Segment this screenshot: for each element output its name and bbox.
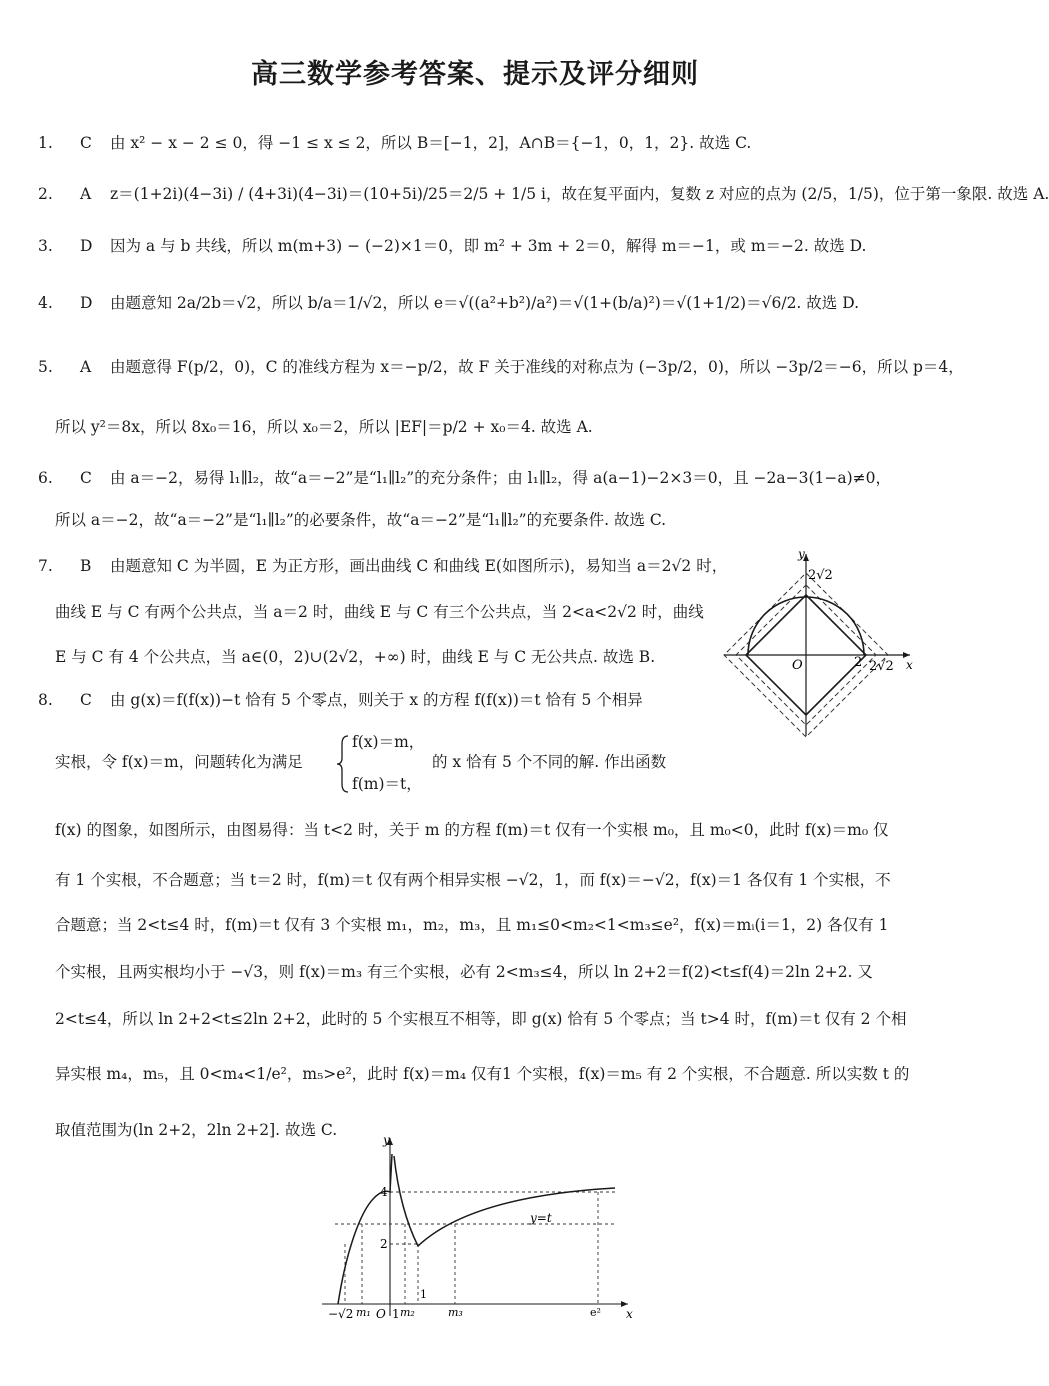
- answer-7-line-2: 曲线 E 与 C 有两个公共点，当 a＝2 时，曲线 E 与 C 有三个公共点，当 2<a<2√2 时，曲线: [55, 603, 704, 621]
- answer-8-line-7: 2<t≤4，所以 ln 2+2<t≤2ln 2+2，此时的 5 个实根互不相等，即 g(x) 恰有 5 个零点；当 t>4 时，f(m)＝t 仅有 2 个相: [55, 1010, 907, 1028]
- figure-q8: [310, 1132, 640, 1322]
- tick-label-1: 1: [392, 1307, 400, 1321]
- answer-letter: A: [80, 185, 92, 203]
- y-axis-label: y: [798, 547, 805, 561]
- answer-6-line-2: 所以 a＝−2，故“a＝−2”是“l₁∥l₂”的必要条件，故“a＝−2”是“l₁∥l₂”的充要条件. 故选 C.: [55, 511, 667, 529]
- solution-text: z＝(1+2i)(4−3i) / (4+3i)(4−3i)＝(10+5i)/25＝2/5 + 1/5 i，故在复平面内，复数 z 对应的点为 (2/5，1/5)，位于第一象限. 故选 A.: [110, 185, 1049, 203]
- figure-q7: [714, 548, 920, 740]
- answer-letter: C: [80, 134, 92, 152]
- tick-label-y2: 2: [380, 1237, 388, 1251]
- system-equation-2: f(m)＝t，: [352, 775, 422, 793]
- answer-letter: C: [80, 469, 92, 487]
- solution-text: 由 x² − x − 2 ≤ 0，得 −1 ≤ x ≤ 2，所以 B＝[−1，2]，A∩B＝{−1，0，1，2}. 故选 C.: [110, 134, 752, 152]
- answer-7-line-1: [38, 559, 727, 575]
- solution-text: 由题意知 C 为半圆，E 为正方形，画出曲线 C 和曲线 E(如图所示)，易知当 a＝2√2 时，: [110, 557, 728, 575]
- question-number: 7.: [38, 557, 53, 575]
- answer-letter: D: [80, 237, 93, 255]
- solution-text: 由 g(x)＝f(f(x))−t 恰有 5 个零点，则关于 x 的方程 f(f(x))＝t 恰有 5 个相异: [110, 691, 643, 709]
- answer-5-line-2: 所以 y²＝8x，所以 8x₀＝16，所以 x₀＝2，所以 |EF|＝p/2 + x₀＝4. 故选 A.: [55, 418, 593, 436]
- question-number: 5.: [38, 358, 53, 376]
- answer-8-line-1: [38, 693, 643, 709]
- question-number: 3.: [38, 237, 53, 255]
- y-axis-label: y: [383, 1133, 390, 1147]
- x-axis-label: x: [626, 1307, 633, 1321]
- answer-8-line-6: 个实根，且两实根均小于 −√3，则 f(x)＝m₃ 有三个实根，必有 2<m₃≤4，所以 ln 2+2＝f(2)<t≤f(4)＝2ln 2+2. 又: [55, 963, 873, 981]
- answer-letter: B: [80, 557, 92, 575]
- tick-label-y4: 4: [380, 1185, 388, 1199]
- answer-letter: A: [80, 358, 92, 376]
- answer-1: [38, 136, 751, 152]
- solution-text: 由 a＝−2，易得 l₁∥l₂，故“a＝−2”是“l₁∥l₂”的充分条件；由 l₁∥l₂，得 a(a−1)−2×3＝0，且 −2a−3(1−a)≠0，: [110, 469, 891, 487]
- solution-text: 由题意得 F(p/2，0)，C 的准线方程为 x＝−p/2，故 F 关于准线的对称点为 (−3p/2，0)，所以 −3p/2＝−6，所以 p＝4，: [110, 358, 964, 376]
- label-2-right: 2: [854, 655, 863, 670]
- answer-8-line-5: 合题意；当 2<t≤4 时，f(m)＝t 仅有 3 个实根 m₁，m₂，m₃，且 m₁≤0<m₂<1<m₃≤e²，f(x)＝mᵢ(i＝1，2) 各仅有 1: [55, 916, 889, 934]
- brace-icon: [336, 734, 350, 794]
- question-number: 4.: [38, 294, 53, 312]
- question-number: 2.: [38, 185, 53, 203]
- answer-letter: D: [80, 294, 93, 312]
- tick-label-m2: m₂: [400, 1306, 415, 1319]
- question-number: 1.: [38, 134, 53, 152]
- curve-label-y-equals-t: y=t: [530, 1211, 552, 1225]
- curve-right-branch: [394, 1156, 615, 1246]
- answer-8-line-3: f(x) 的图象，如图所示，由图易得：当 t<2 时，关于 m 的方程 f(m)＝t 仅有一个实根 m₀，且 m₀<0，此时 f(x)＝m₀ 仅: [55, 821, 889, 839]
- point-label-1: 1: [420, 1288, 427, 1301]
- answer-2: [38, 187, 1049, 203]
- tick-label-m3: m₃: [448, 1306, 463, 1319]
- curve-left-branch: [338, 1154, 392, 1304]
- origin-label: O: [792, 658, 803, 673]
- answer-4: [38, 296, 859, 312]
- origin-label: O: [376, 1307, 386, 1321]
- answer-6-line-1: [38, 471, 891, 487]
- answer-letter: C: [80, 691, 92, 709]
- question-number: 6.: [38, 469, 53, 487]
- solution-text: 因为 a 与 b 共线，所以 m(m+3) − (−2)×1＝0，即 m² + 3m + 2＝0，解得 m＝−1，或 m＝−2. 故选 D.: [110, 237, 867, 255]
- answer-5-line-1: [38, 360, 964, 376]
- answer-7-line-3: E 与 C 有 4 个公共点，当 a∈(0，2)∪(2√2，+∞) 时，曲线 E 与 C 无公共点. 故选 B.: [55, 648, 656, 666]
- answer-8-line-2-pre: 实根，令 f(x)＝m，问题转化为满足: [55, 753, 303, 771]
- answer-8-line-9: 取值范围为(ln 2+2，2ln 2+2]. 故选 C.: [55, 1121, 338, 1139]
- page-title: 高三数学参考答案、提示及评分细则: [251, 59, 699, 90]
- label-2root2-top: 2√2: [808, 568, 833, 583]
- answer-3: [38, 239, 866, 255]
- answer-8-line-2-post: 的 x 恰有 5 个不同的解. 作出函数: [432, 753, 667, 771]
- answer-8-line-8: 异实根 m₄，m₅，且 0<m₄<1/e²，m₅>e²，此时 f(x)＝m₄ 仅有1 个实根，f(x)＝m₅ 有 2 个实根，不合题意. 所以实数 t 的: [55, 1065, 910, 1083]
- x-axis-label: x: [906, 658, 913, 672]
- answer-8-line-4: 有 1 个实根，不合题意；当 t＝2 时，f(m)＝t 仅有两个相异实根 −√2，1，而 f(x)＝−√2，f(x)＝1 各仅有 1 个实根，不: [55, 871, 891, 889]
- solution-text: 由题意知 2a/2b＝√2，所以 b/a＝1/√2，所以 e＝√((a²+b²)/a²)＝√(1+(b/a)²)＝√(1+1/2)＝√6/2. 故选 D.: [110, 294, 860, 312]
- tick-label-e2: e²: [590, 1306, 601, 1319]
- tick-label-m1: m₁: [356, 1306, 371, 1319]
- tick-label-neg-root2: −√2: [328, 1307, 354, 1321]
- system-equation-1: f(x)＝m，: [352, 733, 425, 751]
- label-2root2-right: 2√2: [869, 659, 894, 674]
- question-number: 8.: [38, 691, 53, 709]
